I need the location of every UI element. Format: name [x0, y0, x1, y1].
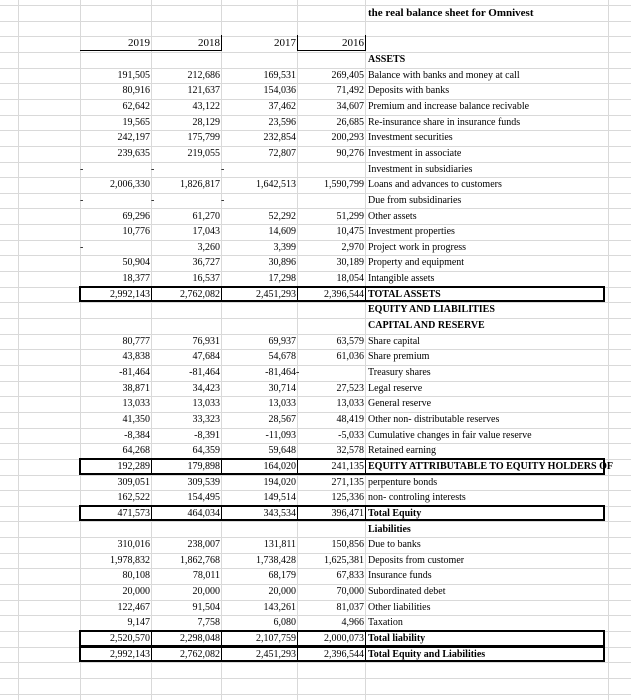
- value-cell-2018: 13,033: [192, 398, 220, 410]
- value-cell-2017: 20,000: [268, 586, 296, 598]
- value-cell-2017: -81,464: [265, 367, 296, 378]
- row-label: non- controling interests: [368, 492, 466, 504]
- value-cell-2018: [151, 162, 220, 177]
- row-label: Premium and increase balance recivable: [368, 100, 530, 112]
- row-label: Investment in subsidiaries: [368, 163, 473, 175]
- value-cell-2017: [221, 302, 296, 317]
- value-cell-2017: 164,020: [263, 460, 296, 472]
- value-cell-2019: [80, 193, 150, 208]
- value-cell-2016: 48,419: [336, 413, 364, 425]
- row-label: Property and equipment: [368, 257, 465, 269]
- row-label: Cumulative changes in fair value reserve: [368, 429, 532, 441]
- value-cell-2018: 64,359: [192, 445, 220, 457]
- total-row-separator: [297, 646, 298, 663]
- row-label: Project work in progress: [368, 241, 467, 253]
- value-cell-2018: 33,323: [192, 413, 220, 425]
- grid-hline: [0, 5, 631, 6]
- value-cell-2017: 131,811: [263, 539, 296, 551]
- value-cell-2017: 1,642,513: [256, 179, 296, 191]
- value-cell-2018: -81,464: [189, 367, 220, 378]
- value-cell-2019: 309,051: [117, 476, 150, 488]
- total-row-separator: [151, 505, 152, 522]
- value-cell-2016: 241,135: [331, 460, 364, 472]
- value-cell-2019: 239,635: [117, 147, 150, 159]
- row-label: Investment securities: [368, 132, 453, 144]
- value-cell-2019: 310,016: [117, 539, 150, 551]
- row-label: Re-insurance share in insurance funds: [368, 116, 521, 128]
- value-cell-2016: 2,396,544: [324, 288, 364, 300]
- value-cell-2016: -5,033: [338, 429, 364, 441]
- year-header-2018: 2018: [198, 37, 220, 49]
- value-cell-2016: 13,033: [336, 398, 364, 410]
- value-cell-2016: 32,578: [336, 445, 364, 457]
- value-cell-2017: [221, 52, 296, 67]
- row-label: Deposits with banks: [368, 85, 450, 97]
- total-row-separator: [297, 505, 298, 522]
- value-cell-2019: 62,642: [122, 100, 150, 112]
- value-cell-2019: 122,467: [117, 601, 150, 613]
- value-cell-2018: [151, 522, 220, 537]
- value-cell-2017: 68,179: [268, 570, 296, 582]
- value-cell-2017: 154,036: [263, 85, 296, 97]
- row-label: ASSETS: [368, 54, 406, 65]
- value-cell-2018: 91,504: [192, 601, 220, 613]
- value-cell-2018: 76,931: [192, 335, 220, 347]
- value-cell-2017: 6,080: [273, 617, 296, 629]
- value-cell-2017: 54,678: [268, 351, 296, 363]
- value-cell-2016: 10,475: [336, 226, 364, 238]
- value-cell-2016: 125,336: [331, 492, 364, 504]
- value-cell-2018: 2,762,082: [180, 648, 220, 660]
- row-label: Loans and advances to customers: [368, 179, 502, 191]
- value-cell-2018: 61,270: [192, 210, 220, 222]
- value-cell-2017: 37,462: [268, 100, 296, 112]
- value-cell-2016: [297, 302, 364, 317]
- value-cell-2019: 2,992,143: [110, 648, 150, 660]
- value-cell-2018: 238,007: [187, 539, 220, 551]
- value-cell-2017: 59,648: [268, 445, 296, 457]
- value-cell-2017: [221, 318, 296, 333]
- value-cell-2019: 192,289: [117, 460, 150, 472]
- row-label: Liabilities: [368, 523, 411, 535]
- row-label: Taxation: [368, 617, 403, 629]
- value-cell-2019: 19,565: [122, 116, 150, 128]
- value-cell-2017: 2,107,759: [256, 633, 296, 645]
- value-cell-2019: 20,000: [122, 586, 150, 598]
- row-label: Balance with banks and money at call: [368, 69, 520, 81]
- value-cell-2018: [151, 193, 220, 208]
- value-cell-2019: [80, 302, 150, 317]
- value-cell-2018: 219,055: [187, 147, 220, 159]
- year-header-2017: 2017: [274, 37, 296, 49]
- value-cell-2019: 9,147: [127, 617, 150, 629]
- value-cell-2016: [297, 162, 364, 177]
- row-label: Total Equity: [368, 507, 422, 519]
- value-cell-2017: 72,807: [268, 147, 296, 159]
- value-cell-2017: 13,033: [268, 398, 296, 410]
- value-cell-2018: 179,898: [187, 460, 220, 472]
- row-label: General reserve: [368, 398, 432, 410]
- value-cell-2019: 50,904: [122, 257, 150, 269]
- value-cell-2018: 43,122: [192, 100, 220, 112]
- grid-hline: [0, 662, 631, 663]
- row-label: Legal reserve: [368, 382, 423, 394]
- value-cell-2019: 18,377: [122, 273, 150, 285]
- row-label: Insurance funds: [368, 570, 432, 582]
- total-row-separator: [151, 286, 152, 303]
- value-cell-2019: 80,108: [122, 570, 150, 582]
- value-cell-2016: 27,523: [336, 382, 364, 394]
- row-label: Other liabilities: [368, 601, 431, 613]
- sheet-title: the real balance sheet for Omnivest: [368, 7, 534, 19]
- row-label: Due from subsidinaries: [368, 194, 462, 206]
- value-cell-2018: 1,862,768: [180, 554, 220, 566]
- value-cell-2019: 43,838: [122, 351, 150, 363]
- value-cell-2018: 212,686: [187, 69, 220, 81]
- value-cell-2016: 2,000,073: [324, 633, 364, 645]
- value-cell-2017: 52,292: [268, 210, 296, 222]
- header-separator: [365, 35, 366, 51]
- value-cell-2019: 10,776: [122, 226, 150, 238]
- value-cell-2018: [151, 52, 220, 67]
- total-row-separator: [151, 458, 152, 475]
- total-row-separator: [221, 646, 222, 663]
- value-cell-2016: 81,037: [336, 601, 364, 613]
- dash-cell: -: [80, 163, 84, 175]
- value-cell-2016: 2,396,544: [324, 648, 364, 660]
- value-cell-2017: 149,514: [263, 492, 296, 504]
- total-row-separator: [297, 630, 298, 647]
- row-label: TOTAL ASSETS: [368, 288, 441, 300]
- value-cell-2018: 2,298,048: [180, 633, 220, 645]
- value-cell-2018: 121,637: [187, 85, 220, 97]
- value-cell-2018: 1,826,817: [180, 179, 220, 191]
- value-cell-2016: 4,966: [341, 617, 364, 629]
- value-cell-2018: 20,000: [192, 586, 220, 598]
- row-label: EQUITY ATTRIBUTABLE TO EQUITY HOLDERS OF: [368, 460, 613, 472]
- value-cell-2019: [80, 52, 150, 67]
- row-label: Share capital: [368, 335, 420, 347]
- dash-cell: -: [151, 194, 155, 206]
- total-row-separator: [365, 646, 366, 663]
- value-cell-2016: 18,054: [336, 273, 364, 285]
- value-cell-2016: 2,970: [341, 241, 364, 253]
- value-cell-2016: 63,579: [336, 335, 364, 347]
- grid-hline: [0, 694, 631, 695]
- value-cell-2017: 30,896: [268, 257, 296, 269]
- value-cell-2017: 343,534: [263, 507, 296, 519]
- value-cell-2018: 78,011: [192, 570, 220, 582]
- value-cell-2017: 194,020: [263, 476, 296, 488]
- value-cell-2016: 61,036: [336, 351, 364, 363]
- header-separator: [221, 35, 222, 51]
- value-cell-2018: 309,539: [187, 476, 220, 488]
- total-row-separator: [297, 286, 298, 303]
- total-row-separator: [221, 286, 222, 303]
- row-label: Deposits from customer: [368, 554, 465, 566]
- grid-hline: [0, 678, 631, 679]
- dash-cell: -: [151, 163, 155, 175]
- dash-cell: -: [80, 194, 84, 206]
- value-cell-2019: 242,197: [117, 132, 150, 144]
- value-cell-2016: [297, 522, 364, 537]
- total-row-separator: [297, 458, 298, 475]
- value-cell-2019: 162,522: [117, 492, 150, 504]
- value-cell-2019: 38,871: [122, 382, 150, 394]
- total-row-separator: [151, 630, 152, 647]
- row-label: Investment in associate: [368, 147, 462, 159]
- value-cell-2018: 16,537: [192, 273, 220, 285]
- year-header-2016: 2016: [342, 37, 364, 49]
- value-cell-2016: 51,299: [336, 210, 364, 222]
- value-cell-2019: 191,505: [117, 69, 150, 81]
- total-row-separator: [365, 286, 366, 303]
- header-underline: [297, 50, 365, 51]
- header-separator: [297, 35, 298, 51]
- value-cell-2017: [221, 193, 296, 208]
- value-cell-2019: [80, 522, 150, 537]
- value-cell-2018: 28,129: [192, 116, 220, 128]
- value-cell-2019: 69,296: [122, 210, 150, 222]
- value-cell-2019: -8,384: [124, 429, 150, 441]
- value-cell-2018: [151, 318, 220, 333]
- row-label: Other assets: [368, 210, 417, 222]
- value-cell-2016: 67,833: [336, 570, 364, 582]
- value-cell-2017: 1,738,428: [256, 554, 296, 566]
- value-cell-2019: [80, 240, 150, 255]
- value-cell-2017: 23,596: [268, 116, 296, 128]
- value-cell-2018: 36,727: [192, 257, 220, 269]
- total-row-separator: [221, 505, 222, 522]
- total-row-separator: [221, 630, 222, 647]
- value-cell-2017: [221, 522, 296, 537]
- row-label: Investment properties: [368, 226, 455, 238]
- value-cell-2019: 1,978,832: [110, 554, 150, 566]
- year-header-2019: 2019: [128, 37, 150, 49]
- value-cell-2017: 14,609: [268, 226, 296, 238]
- row-label: Intangible assets: [368, 273, 435, 285]
- value-cell-2016: 271,135: [331, 476, 364, 488]
- value-cell-2016: 70,000: [336, 586, 364, 598]
- value-cell-2018: 7,758: [197, 617, 220, 629]
- row-label: Share premium: [368, 351, 430, 363]
- value-cell-2017: 17,298: [268, 273, 296, 285]
- dash-cell: -: [296, 367, 300, 378]
- value-cell-2016: 200,293: [331, 132, 364, 144]
- value-cell-2016: 90,276: [336, 147, 364, 159]
- value-cell-2019: 64,268: [122, 445, 150, 457]
- value-cell-2016: [297, 52, 364, 67]
- value-cell-2016: 150,856: [331, 539, 364, 551]
- value-cell-2017: 69,937: [268, 335, 296, 347]
- value-cell-2018: 154,495: [187, 492, 220, 504]
- value-cell-2016: 34,607: [336, 100, 364, 112]
- value-cell-2017: 143,261: [263, 601, 296, 613]
- value-cell-2016: [297, 365, 364, 380]
- value-cell-2017: 232,854: [263, 132, 296, 144]
- row-label: perpenture bonds: [368, 476, 438, 488]
- row-label: Due to banks: [368, 539, 421, 551]
- value-cell-2016: 71,492: [336, 85, 364, 97]
- value-cell-2017: 3,399: [273, 241, 296, 253]
- row-label: Total Equity and Liabilities: [368, 648, 486, 660]
- value-cell-2019: 2,992,143: [110, 288, 150, 300]
- value-cell-2016: 30,189: [336, 257, 364, 269]
- value-cell-2018: 17,043: [192, 226, 220, 238]
- value-cell-2019: 13,033: [122, 398, 150, 410]
- grid-hline: [0, 21, 631, 22]
- value-cell-2016: 269,405: [331, 69, 364, 81]
- value-cell-2016: [297, 318, 364, 333]
- row-label: Total liability: [368, 633, 426, 645]
- value-cell-2019: 2,520,570: [110, 633, 150, 645]
- value-cell-2019: [80, 162, 150, 177]
- row-label: Other non- distributable reserves: [368, 413, 500, 425]
- value-cell-2018: 2,762,082: [180, 288, 220, 300]
- value-cell-2019: 2,006,330: [110, 179, 150, 191]
- value-cell-2019: 471,573: [117, 507, 150, 519]
- row-label: Treasury shares: [368, 367, 431, 378]
- value-cell-2018: 3,260: [197, 241, 220, 253]
- total-row-separator: [365, 458, 366, 475]
- value-cell-2017: 28,567: [268, 413, 296, 425]
- total-row-separator: [365, 630, 366, 647]
- value-cell-2017: 169,531: [263, 69, 296, 81]
- value-cell-2017: 30,714: [268, 382, 296, 394]
- header-underline: [80, 50, 221, 51]
- row-label: Retained earning: [368, 445, 437, 457]
- value-cell-2019: 80,916: [122, 85, 150, 97]
- dash-cell: -: [80, 241, 84, 253]
- value-cell-2017: -11,093: [265, 429, 296, 441]
- value-cell-2018: 175,799: [187, 132, 220, 144]
- row-label: EQUITY AND LIABILITIES: [368, 304, 495, 316]
- value-cell-2018: 34,423: [192, 382, 220, 394]
- value-cell-2018: 47,684: [192, 351, 220, 363]
- dash-cell: -: [221, 194, 225, 206]
- value-cell-2019: 41,350: [122, 413, 150, 425]
- value-cell-2016: 1,625,381: [324, 554, 364, 566]
- value-cell-2016: 26,685: [336, 116, 364, 128]
- value-cell-2016: 396,471: [331, 507, 364, 519]
- value-cell-2019: [80, 318, 150, 333]
- row-label: Subordinated debet: [368, 586, 446, 598]
- value-cell-2019: 80,777: [122, 335, 150, 347]
- row-label: CAPITAL AND RESERVE: [368, 320, 485, 332]
- value-cell-2016: [297, 193, 364, 208]
- value-cell-2019: -81,464: [119, 367, 150, 378]
- value-cell-2017: [221, 162, 296, 177]
- value-cell-2017: 2,451,293: [256, 288, 296, 300]
- dash-cell: -: [221, 163, 225, 175]
- value-cell-2018: [151, 302, 220, 317]
- value-cell-2018: -8,391: [194, 429, 220, 441]
- total-row-separator: [221, 458, 222, 475]
- total-row-separator: [365, 505, 366, 522]
- total-row-separator: [151, 646, 152, 663]
- value-cell-2017: 2,451,293: [256, 648, 296, 660]
- value-cell-2016: 1,590,799: [324, 179, 364, 191]
- value-cell-2018: 464,034: [187, 507, 220, 519]
